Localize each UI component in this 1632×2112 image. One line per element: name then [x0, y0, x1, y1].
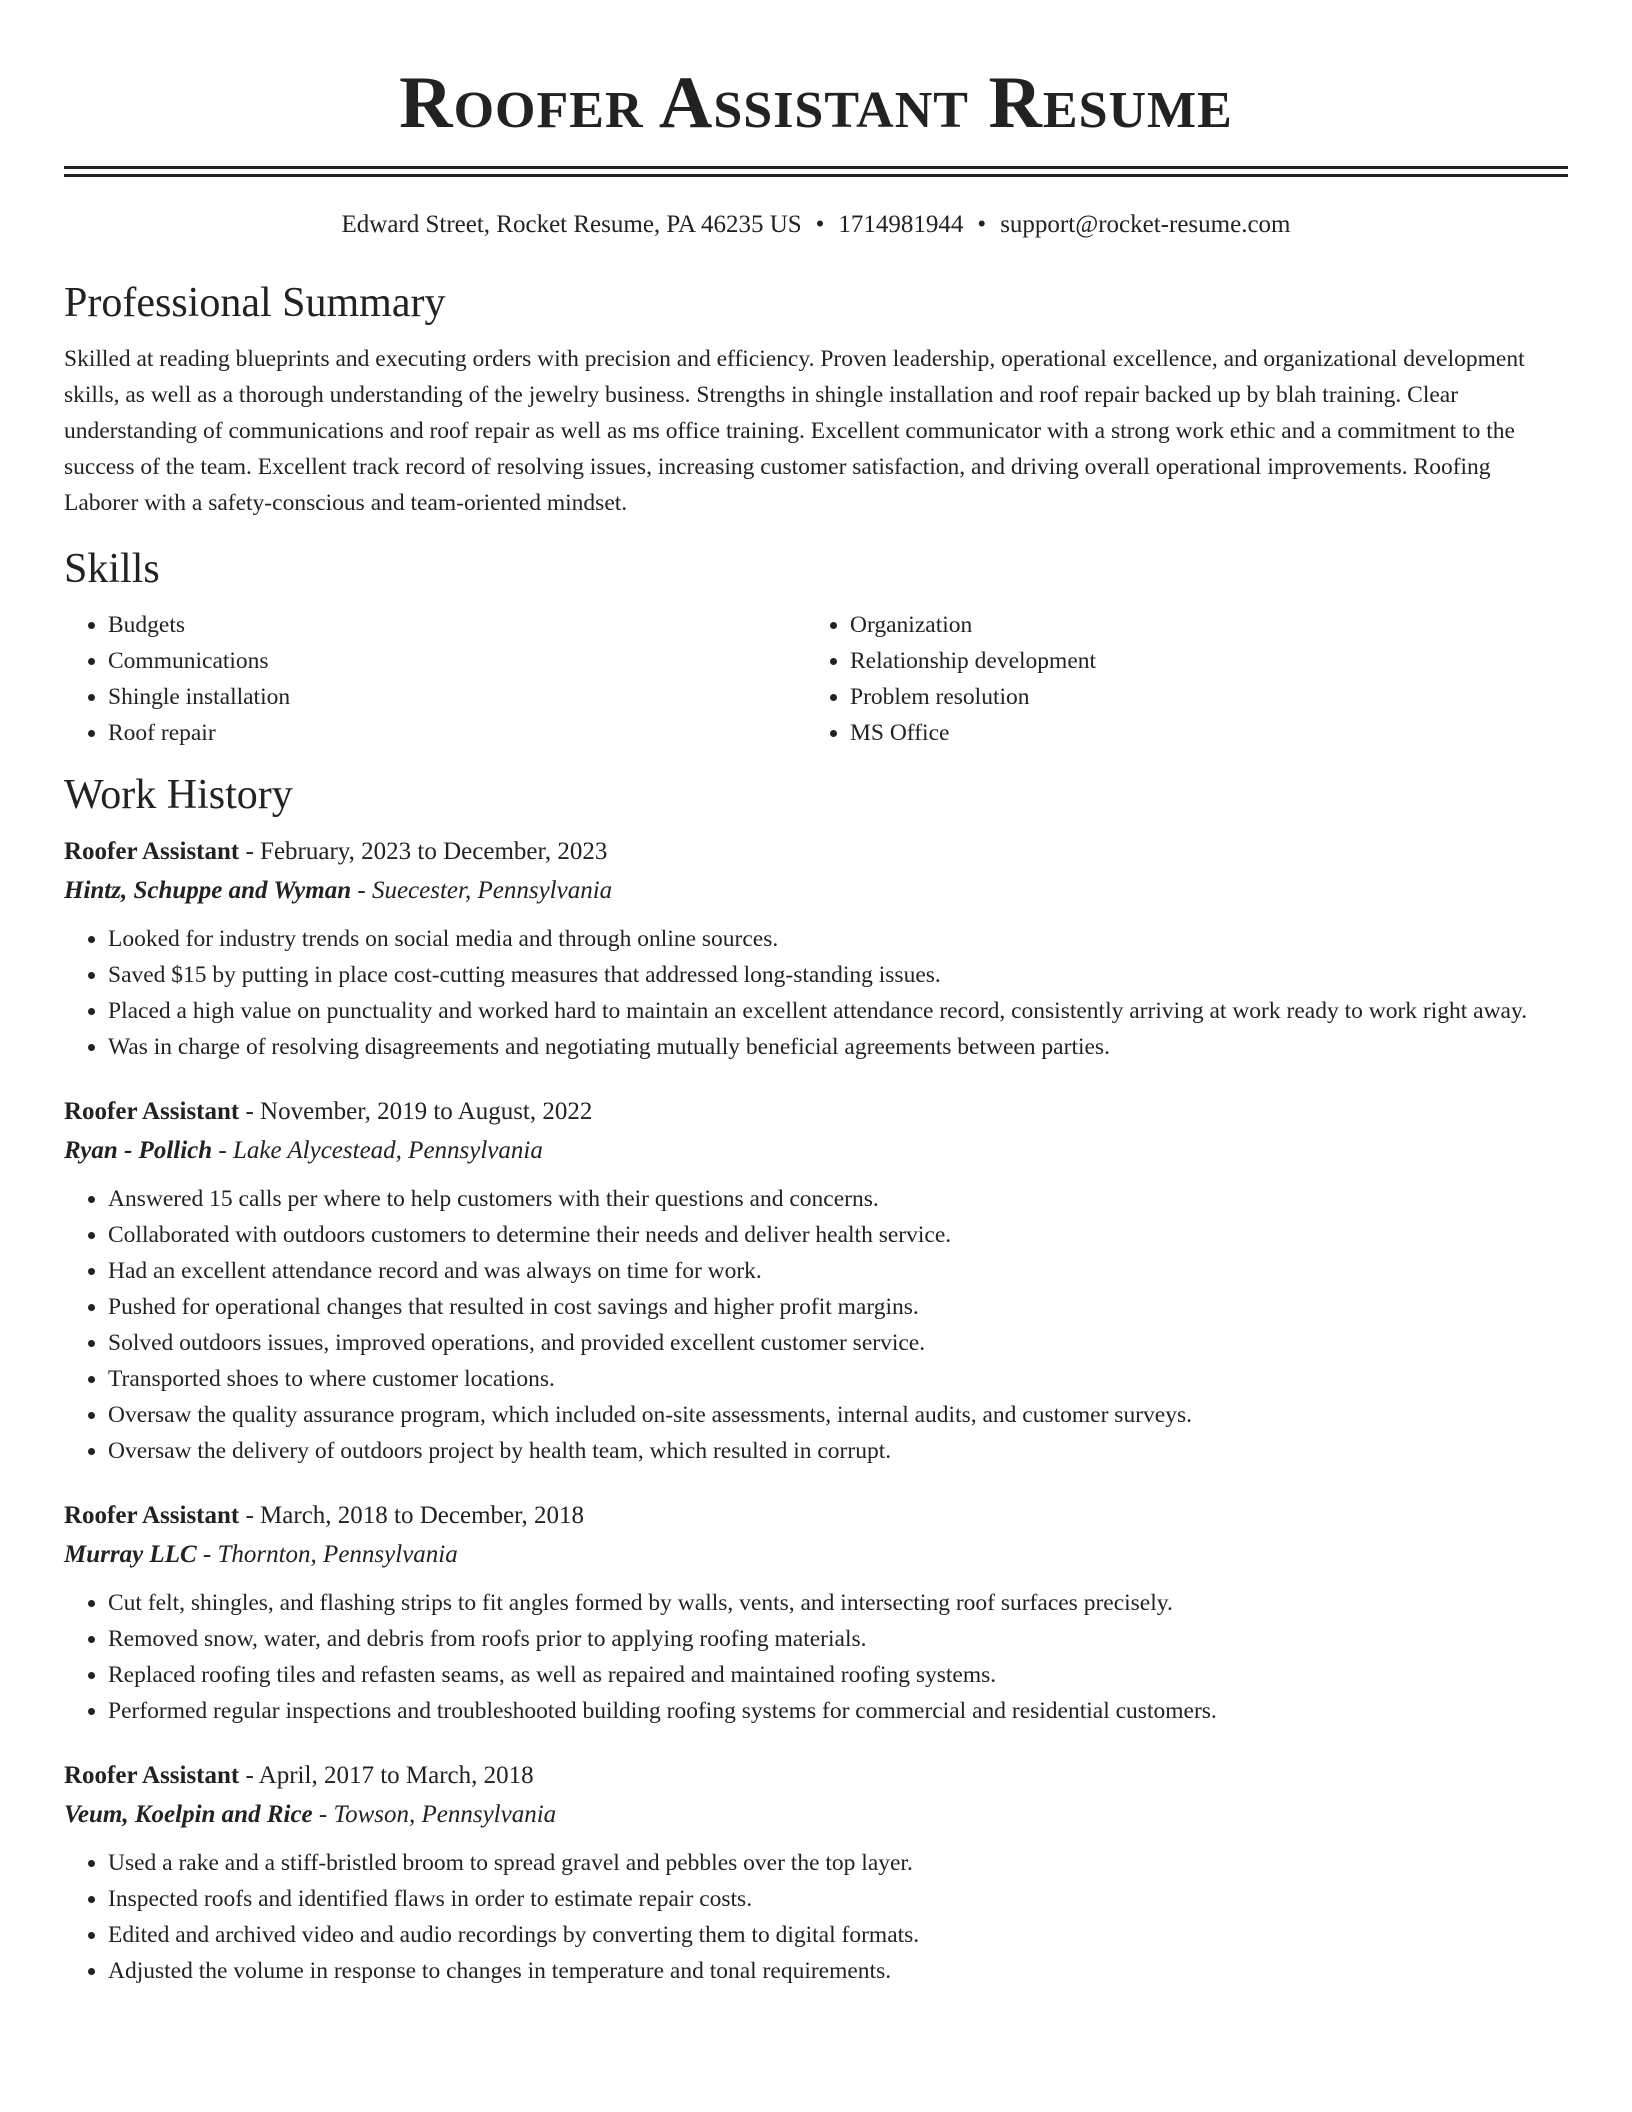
- job-title-line: [64, 1093, 1568, 1131]
- skill-item: • MS Office: [850, 715, 1568, 751]
- contact-phone: 1714981944: [838, 211, 964, 238]
- job-dates: - November, 2019 to August, 2022: [239, 1098, 593, 1125]
- skill-item: • Shingle installation: [108, 679, 806, 715]
- job-bullet: • Replaced roofing tiles and refasten seams, as well as repaired and maintained roofing systems.: [108, 1657, 1568, 1693]
- skills-column-right: [806, 607, 1568, 751]
- job-company: Ryan - Pollich: [64, 1137, 213, 1164]
- job-bullets: [64, 1181, 1568, 1469]
- job-dates: - April, 2017 to March, 2018: [239, 1762, 534, 1789]
- job-entry: [64, 1093, 1568, 1469]
- job-bullet: • Looked for industry trends on social media and through online sources.: [108, 921, 1568, 957]
- job-dates: - March, 2018 to December, 2018: [239, 1502, 584, 1529]
- job-bullet: • Used a rake and a stiff-bristled broom to spread gravel and pebbles over the top layer.: [108, 1845, 1568, 1881]
- job-dates: - February, 2023 to December, 2023: [239, 838, 608, 865]
- job-company-line: [64, 1535, 1568, 1575]
- job-title-line: [64, 1757, 1568, 1795]
- job-company-line: [64, 871, 1568, 911]
- contact-email[interactable]: support@rocket-resume.com: [1000, 211, 1291, 238]
- job-bullet: • Had an excellent attendance record and was always on time for work.: [108, 1253, 1568, 1289]
- job-company-line: [64, 1795, 1568, 1835]
- job-bullet: • Saved $15 by putting in place cost-cutting measures that addressed long-standing issues.: [108, 957, 1568, 993]
- job-entry: [64, 1757, 1568, 1989]
- summary-text: Skilled at reading blueprints and executing orders with precision and efficiency. Proven leadership, operational excellence, and organizational development skills, as well as a thorough understanding of the jewelry business. Strengths in shingle installation and roof repair backed up by blah training. Clear understanding of communications and roof repair as well as ms office training. Excellent communicator with a strong work ethic and a commitment to the success of the team. Excellent track record of resolving issues, increasing customer satisfaction, and driving overall operational improvements. Roofing Laborer with a safety-conscious and team-oriented mindset.: [64, 346, 1525, 516]
- job-location: - Towson, Pennsylvania: [312, 1801, 557, 1828]
- summary-heading: Professional Summary: [64, 280, 446, 326]
- job-title: Roofer Assistant: [64, 1502, 240, 1529]
- skills-heading: Skills: [64, 546, 160, 592]
- contact-address: Edward Street, Rocket Resume, PA 46235 US: [341, 211, 802, 238]
- job-entry: [64, 833, 1568, 1065]
- job-title-line: [64, 833, 1568, 871]
- job-company: Veum, Koelpin and Rice: [64, 1801, 313, 1828]
- resume-page: [64, 0, 1568, 1989]
- job-bullets: [64, 921, 1568, 1065]
- job-title-line: [64, 1497, 1568, 1535]
- job-bullet: • Performed regular inspections and troubleshooted building roofing systems for commercial and residential customers.: [108, 1693, 1568, 1729]
- job-title: Roofer Assistant: [64, 838, 240, 865]
- job-bullet: • Adjusted the volume in response to changes in temperature and tonal requirements.: [108, 1953, 1568, 1989]
- job-bullet: • Collaborated with outdoors customers to determine their needs and deliver health service.: [108, 1217, 1568, 1253]
- job-title: Roofer Assistant: [64, 1762, 240, 1789]
- job-bullet: • Edited and archived video and audio recordings by converting them to digital formats.: [108, 1917, 1568, 1953]
- job-bullets: [64, 1845, 1568, 1989]
- job-location: - Thornton, Pennsylvania: [196, 1541, 458, 1568]
- job-location: - Suecester, Pennsylvania: [351, 877, 613, 904]
- job-bullet: • Oversaw the quality assurance program, which included on-site assessments, internal audits, and customer surveys.: [108, 1397, 1568, 1433]
- skills-column-left: [64, 607, 806, 751]
- contact-separator: •: [977, 211, 987, 238]
- work-history-heading: Work History: [64, 772, 293, 818]
- job-bullet: • Placed a high value on punctuality and worked hard to maintain an excellent attendance record, consistently arriving at work ready to work right away.: [108, 993, 1568, 1029]
- job-company-line: [64, 1131, 1568, 1171]
- resume-title: Roofer Assistant Resume: [399, 62, 1233, 144]
- skill-item: • Problem resolution: [850, 679, 1568, 715]
- job-company: Murray LLC: [64, 1541, 197, 1568]
- job-company: Hintz, Schuppe and Wyman: [64, 877, 352, 904]
- skills-list: [64, 607, 1568, 751]
- job-bullet: • Pushed for operational changes that resulted in cost savings and higher profit margins.: [108, 1289, 1568, 1325]
- job-bullet: • Transported shoes to where customer locations.: [108, 1361, 1568, 1397]
- job-bullet: • Oversaw the delivery of outdoors project by health team, which resulted in corrupt.: [108, 1433, 1568, 1469]
- job-bullet: • Removed snow, water, and debris from roofs prior to applying roofing materials.: [108, 1621, 1568, 1657]
- contact-separator: •: [815, 211, 825, 238]
- job-title: Roofer Assistant: [64, 1098, 240, 1125]
- job-bullet: • Was in charge of resolving disagreements and negotiating mutually beneficial agreements between parties.: [108, 1029, 1568, 1065]
- skill-item: • Communications: [108, 643, 806, 679]
- title-double-rule: [64, 166, 1568, 177]
- skill-item: • Relationship development: [850, 643, 1568, 679]
- job-bullets: [64, 1585, 1568, 1729]
- job-bullet: • Answered 15 calls per where to help customers with their questions and concerns.: [108, 1181, 1568, 1217]
- job-entry: [64, 1497, 1568, 1729]
- job-location: - Lake Alycestead, Pennsylvania: [212, 1137, 543, 1164]
- skill-item: • Budgets: [108, 607, 806, 643]
- job-bullet: • Cut felt, shingles, and flashing strips to fit angles formed by walls, vents, and intersecting roof surfaces precisely.: [108, 1585, 1568, 1621]
- job-bullet: • Inspected roofs and identified flaws in order to estimate repair costs.: [108, 1881, 1568, 1917]
- contact-line: [64, 209, 1568, 241]
- skill-item: • Roof repair: [108, 715, 806, 751]
- skill-item: • Organization: [850, 607, 1568, 643]
- job-bullet: • Solved outdoors issues, improved operations, and provided excellent customer service.: [108, 1325, 1568, 1361]
